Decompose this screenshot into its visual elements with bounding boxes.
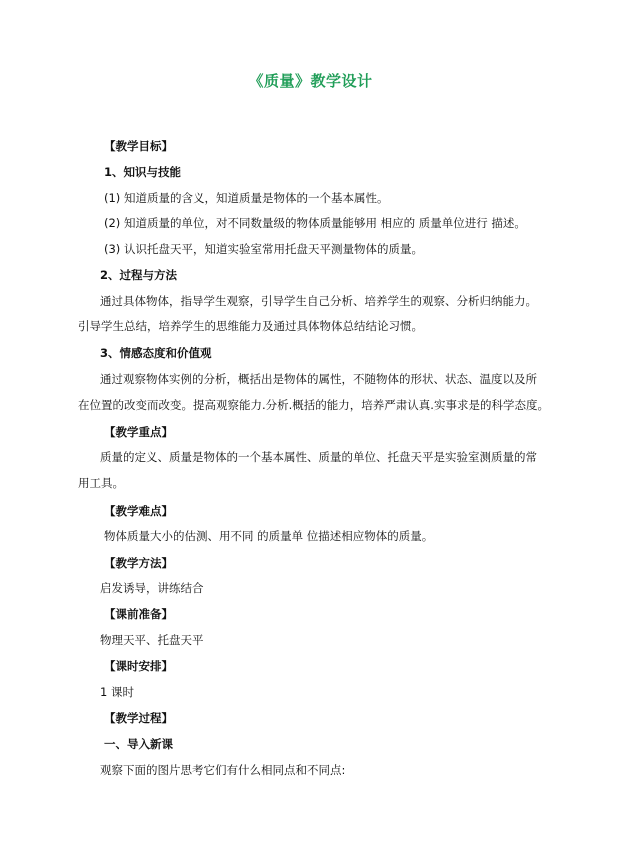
subheading-attitudes-values: 3、情感态度和价值观 — [100, 346, 212, 360]
section-heading-preparation: 【课前准备】 — [104, 607, 173, 621]
paragraph-difficulties: 物体质量大小的估测、用不同 的质量单 位描述相应物体的质量。 — [104, 529, 434, 543]
objective-item-3: (3) 认识托盘天平，知道实验室常用托盘天平测量物体的质量。 — [104, 242, 423, 256]
paragraph-key-points-2: 用工具。 — [78, 476, 124, 490]
section-heading-process: 【教学过程】 — [104, 711, 173, 725]
objective-item-1: (1) 知道质量的含义，知道质量是物体的一个基本属性。 — [104, 191, 389, 205]
paragraph-attitudes-2: 在位置的改变而改变。提高观察能力.分析.概括的能力，培养严肃认真.实事求是的科学态度。 — [78, 398, 549, 412]
paragraph-preparation: 物理天平、托盘天平 — [100, 633, 204, 647]
paragraph-schedule: 1 课时 — [100, 685, 134, 699]
paragraph-introduction: 观察下面的图片思考它们有什么相同点和不同点: — [100, 763, 346, 777]
paragraph-attitudes-1: 通过观察物体实例的分析，概括出是物体的属性，不随物体的形状、状态、温度以及所 — [100, 372, 537, 386]
subheading-process-methods: 2、过程与方法 — [100, 268, 178, 282]
objective-item-2: (2) 知道质量的单位，对不同数量级的物体质量能够用 相应的 质量单位进行 描述。 — [104, 216, 526, 230]
paragraph-key-points-1: 质量的定义、质量是物体的一个基本属性、质量的单位、托盘天平是实验室测质量的常 — [100, 450, 537, 464]
subheading-introduction: 一、导入新课 — [104, 737, 173, 751]
document-title: 《质量》教学设计 — [248, 72, 373, 90]
paragraph-process-2: 引导学生总结，培养学生的思维能力及通过具体物体总结结论习惯。 — [78, 319, 423, 333]
section-heading-difficulties: 【教学难点】 — [104, 504, 173, 518]
section-heading-schedule: 【课时安排】 — [104, 659, 173, 673]
section-heading-methods: 【教学方法】 — [104, 556, 173, 570]
section-heading-objectives: 【教学目标】 — [104, 139, 173, 153]
paragraph-methods: 启发诱导，讲练结合 — [100, 581, 204, 595]
paragraph-process-1: 通过具体物体，指导学生观察，引导学生自己分析、培养学生的观察、分析归纳能力。 — [100, 294, 537, 308]
subheading-knowledge-skills: 1、知识与技能 — [104, 165, 182, 179]
section-heading-key-points: 【教学重点】 — [104, 425, 173, 439]
